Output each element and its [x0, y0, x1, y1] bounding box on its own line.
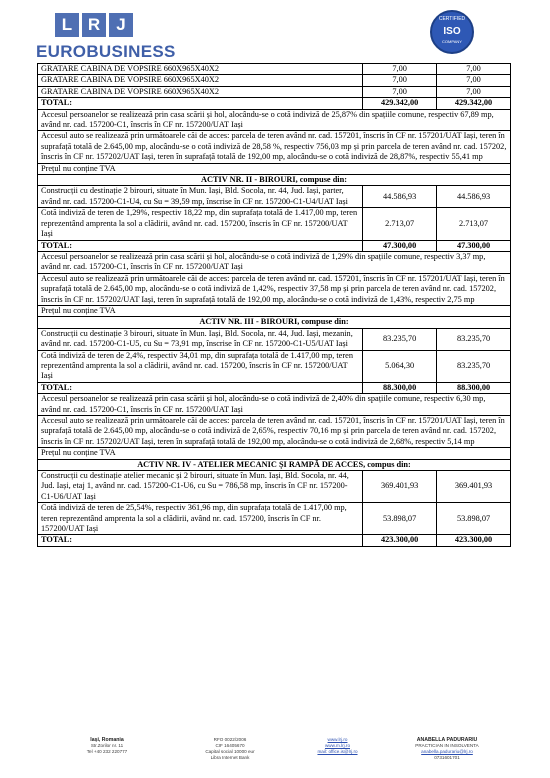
iso-certified-seal — [430, 10, 474, 54]
total-row — [38, 535, 511, 546]
section-row — [38, 175, 511, 186]
total-value-total: 88.300,00 — [437, 382, 511, 393]
table-row — [38, 86, 511, 97]
item-description: GRATARE CABINA DE VOPSIRE 660X965X40X2 — [38, 64, 363, 75]
iso-seal-top-text: CERTIFIED — [438, 16, 466, 22]
note-row — [38, 448, 511, 459]
table-row — [38, 350, 511, 382]
table-row — [38, 503, 511, 535]
section-row — [38, 317, 511, 328]
item-value: 369.401,93 — [363, 471, 437, 503]
item-value: 44.586,93 — [363, 186, 437, 208]
note-row — [38, 131, 511, 163]
footer-website-link[interactable]: www.lrj.ro — [327, 737, 348, 742]
access-note: Accesul persoanelor se realizează prin casa scării și hol, alocându-se o cotă indiviză de 1,29% din spațiile comune, respectiv 3,37 mp, având nr. cad. 157200-C1, înscris în CF nr. 157200/UAT Iași — [38, 251, 511, 273]
item-value: 7,00 — [363, 86, 437, 97]
item-value: 2.713,07 — [363, 208, 437, 240]
total-label: TOTAL: — [38, 535, 363, 546]
logo-text: EUROBUSINESS — [36, 42, 176, 61]
footer-line: Tel +40 232 220777 — [86, 749, 128, 754]
item-value: 53.898,07 — [363, 503, 437, 535]
footer-registration — [190, 737, 270, 761]
access-note: Accesul persoanelor se realizează prin casa scării și hol, alocându-se o cotă indiviză de 2,40% din spațiile comune, respectiv 6,30 mp, având nr. cad. 157200-C1, înscris în CF nr. 157200/UAT Iași — [38, 394, 511, 416]
table-row — [38, 328, 511, 350]
table-row — [38, 75, 511, 86]
total-value: 47.300,00 — [363, 240, 437, 251]
item-value: 83.235,70 — [363, 328, 437, 350]
item-value: 5.064,30 — [363, 350, 437, 382]
iso-seal-main-text: ISO — [443, 26, 461, 37]
total-row — [38, 382, 511, 393]
item-description: Construcții cu destinație 3 birouri, situate în Mun. Iași, Bld. Socola, nr. 44, Jud. Iași, mezanin, având nr. cad. 157200-C1-U5, cu Su = 73,91 mp, înscrise în CF nr. 157200-C1-U5/UAT Iași — [38, 328, 363, 350]
total-value-total: 47.300,00 — [437, 240, 511, 251]
footer-line: PRACTICIAN IN INSOLVENTA — [415, 743, 479, 748]
item-description: Construcții cu destinație 2 birouri, situate în Mun. Iași, Bld. Socola, nr. 44, Jud. Iași, parter, având nr. cad. 157200-C1-U4, cu Su = 39,59 mp, înscrise în CF nr. 157200-C1-U4/UAT Iași — [38, 186, 363, 208]
section-title: ACTIV NR. IV - ATELIER MECANIC ȘI RAMPĂ DE ACCES, compus din: — [38, 459, 511, 470]
section-title: ACTIV NR. II - BIROURI, compuse din: — [38, 175, 511, 186]
item-value-total: 2.713,07 — [437, 208, 511, 240]
access-note: Accesul persoanelor se realizează prin casa scării și hol, alocându-se o cotă indiviză de 25,87% din spațiile comune, respectiv 67,89 mp, având nr. cad. 157200-C1, înscris în CF nr. 157200/UAT Iași — [38, 109, 511, 131]
footer-line: CIF 16405670 — [215, 743, 245, 748]
total-value: 429.342,00 — [363, 98, 437, 109]
valuation-table — [37, 63, 511, 547]
total-row — [38, 98, 511, 109]
total-label: TOTAL: — [38, 98, 363, 109]
footer-address — [62, 737, 152, 755]
total-label: TOTAL: — [38, 240, 363, 251]
table-row — [38, 64, 511, 75]
auto-access-note: Accesul auto se realizează prin următoarele căi de acces: parcela de teren având nr. cad. 157201, înscris în CF nr. 157201/UAT Iași, teren în suprafață totală de 2.645,00 mp, alocându-se o cotă indiviză de 2,65%, respectiv 70,16 mp și prin parcela de teren având nr. cad. 157202, înscris în CF nr. 157202/UAT Iași, teren în suprafață totală de 192,00 mp, alocându-se o cotă indiviză de 2,68%, respectiv 5,14 mp — [38, 416, 511, 448]
logo-letter-j: J — [109, 13, 133, 37]
note-row — [38, 109, 511, 131]
item-value-total: 83.235,70 — [437, 350, 511, 382]
item-value-total: 7,00 — [437, 86, 511, 97]
table-row — [38, 186, 511, 208]
section-title: ACTIV NR. III - BIROURI, compuse din: — [38, 317, 511, 328]
page-footer — [0, 737, 550, 778]
note-row — [38, 305, 511, 316]
item-description: Cotă indiviză de teren de 25,54%, respectiv 361,96 mp, din suprafața totală de 1.417,00 mp, teren reprezentând amprenta la sol a clădirii, având nr. cad. 157200, înscris în CF nr. 157200/UAT Iași — [38, 503, 363, 535]
footer-line: ANABELLA PADURARIU — [416, 737, 478, 743]
total-value-total: 423.300,00 — [437, 535, 511, 546]
total-value: 88.300,00 — [363, 382, 437, 393]
item-value-total: 7,00 — [437, 64, 511, 75]
vat-note: Prețul nu conține TVA — [38, 305, 511, 316]
logo-letter-l: L — [55, 13, 79, 37]
footer-line: 0731601701 — [434, 755, 460, 760]
table-row — [38, 208, 511, 240]
item-value-total: 7,00 — [437, 75, 511, 86]
auto-access-note: Accesul auto se realizează prin următoarele căi de acces: parcela de teren având nr. cad. 157201, înscris în CF nr. 157201/UAT Iași, teren în suprafață totală de 2.645,00 mp, alocându-se o cotă indiviză de 28,58 %, respectiv 756,03 mp și prin parcela de teren având nr. cad. 157202, înscris în CF nr. 157202/UAT Iași, teren în suprafață totală de 192,00 mp, alocându-se o cotă indiviză de 28,87%, respectiv 55,41 mp — [38, 131, 511, 163]
total-value: 423.300,00 — [363, 535, 437, 546]
vat-note: Prețul nu conține TVA — [38, 448, 511, 459]
total-label: TOTAL: — [38, 382, 363, 393]
logo-letter-r: R — [82, 13, 106, 37]
footer-mobile-website-link[interactable]: www.m.lrj.ro — [324, 743, 350, 748]
item-value-total: 83.235,70 — [437, 328, 511, 350]
footer-line: Libra Internet Bank — [210, 755, 250, 760]
note-row — [38, 251, 511, 273]
total-row — [38, 240, 511, 251]
item-value-total: 44.586,93 — [437, 186, 511, 208]
note-row — [38, 416, 511, 448]
note-row — [38, 394, 511, 416]
item-value: 7,00 — [363, 64, 437, 75]
item-description: Cotă indiviză de teren de 1,29%, respectiv 18,22 mp, din suprafața totală de 1.417,00 mp, teren reprezentând amprenta la sol a clădirii, având nr. cad. 157200, înscris în CF nr. 157200/UAT Iași — [38, 208, 363, 240]
footer-practitioner — [392, 737, 502, 761]
item-value: 7,00 — [363, 75, 437, 86]
table-row — [38, 471, 511, 503]
item-value-total: 53.898,07 — [437, 503, 511, 535]
footer-practitioner-email-link[interactable]: anabella.padurariu@lrj.ro — [421, 749, 473, 754]
footer-contacts — [295, 737, 380, 755]
auto-access-note: Accesul auto se realizează prin următoarele căi de acces: parcela de teren având nr. cad. 157201, înscris în CF nr. 157201/UAT Iași, teren în suprafață totală de 2.645,00 mp, alocându-se o cotă indiviză de 1,42%, respectiv 37,58 mp și prin parcela de teren având nr. cad. 157202, înscris în CF nr. 157202/UAT Iași, teren în suprafață totală de 192,00 mp, alocându-se o cotă indiviză de 1,43%, respectiv 2,75 mp — [38, 273, 511, 305]
note-row — [38, 273, 511, 305]
page-header — [0, 0, 550, 64]
footer-email-link[interactable]: mail: office.is@lrj.ro — [317, 749, 358, 754]
iso-seal-bottom-text: COMPANY — [442, 39, 462, 44]
note-row — [38, 163, 511, 174]
footer-line: Iași, Romania — [90, 737, 124, 743]
company-logo — [55, 13, 133, 37]
item-value-total: 369.401,93 — [437, 471, 511, 503]
item-description: Construcții cu destinație atelier mecanic și 2 birouri, situate în Mun. Iași, Bld. Socola, nr. 44, Jud. Iași, etaj 1, având nr. cad. 157200-C1-U6, cu Su = 786,58 mp, înscris în CF nr. 157200-C1-U6/UAT Iași — [38, 471, 363, 503]
vat-note: Prețul nu conține TVA — [38, 163, 511, 174]
item-description: GRATARE CABINA DE VOPSIRE 660X965X40X2 — [38, 86, 363, 97]
footer-line: RFO 0022/2006 — [213, 737, 247, 742]
item-description: GRATARE CABINA DE VOPSIRE 660X965X40X2 — [38, 75, 363, 86]
total-value-total: 429.342,00 — [437, 98, 511, 109]
footer-line: Str.Zorilor nr. 11 — [90, 743, 124, 748]
item-description: Cotă indiviză de teren de 2,4%, respectiv 34,01 mp, din suprafața totală de 1.417,00 mp, teren reprezentând amprenta la sol a clădirii, având nr. cad. 157200, înscris în CF nr. 157200/UAT Iași — [38, 350, 363, 382]
footer-line: Capital social 10000 eur — [205, 749, 255, 754]
section-row — [38, 459, 511, 470]
